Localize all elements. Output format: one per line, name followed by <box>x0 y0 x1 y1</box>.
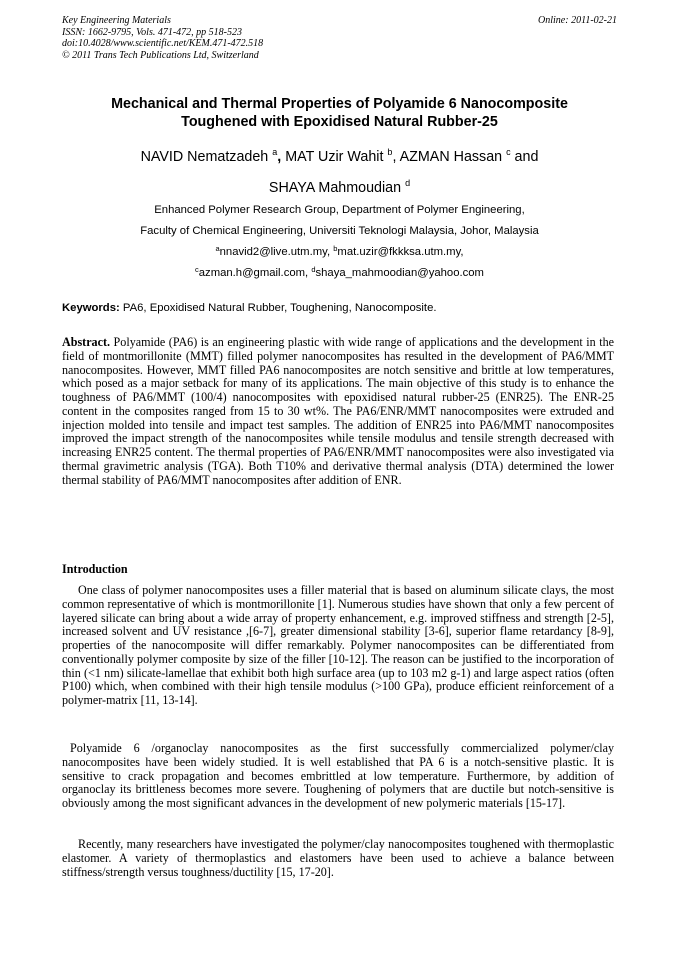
email-address: azman.h@gmail.com, <box>198 267 312 279</box>
email-mark: c <box>195 265 199 274</box>
author-line-2 <box>62 173 617 204</box>
section-heading-introduction: Introduction <box>62 562 128 576</box>
author-list <box>62 142 617 204</box>
author-separator: , <box>392 149 397 165</box>
author-line-1 <box>62 142 617 173</box>
author-name: NAVID Nematzadeh <box>140 149 269 165</box>
intro-paragraph-1: One class of polymer nanocomposites uses a filler material that is based on aluminum silicate clays, the most common representative of which is montmorillonite [1]. Numerous studies have shown that only a few percent of layered silicate can bring about a wide array of property enhancement, e.g. improved stiffness and strength [2-5], increased solvent and UV resistance ,[6-7], greater dimensional stability [3-6], superior flame retardancy [8-9], properties of the nanocomposite will differ remarkably. Polymer nanocomposites can be differentiated from conventionally polymer composite by size of the filler [10-12]. The reason can be justified to the incorporation of thin (<1 nm) silicate-lamellae that exhibit both high surface area (up to 103 m2 g-1) and large aspect ratios (often P100) which, when combined with their high tensile modulus (>100 GPa), produce efficient reinforcement of a polymer-matrix [11, 13-14]. <box>62 583 614 707</box>
author-name: SHAYA Mahmoudian <box>268 180 402 196</box>
email-line-1 <box>62 245 617 259</box>
issn-line: ISSN: 1662-9795, Vols. 471-472, pp 518-523 <box>62 26 242 38</box>
intro-paragraph-3: Recently, many researchers have investigated the polymer/clay nanocomposites toughened with thermoplastic elastomer. A variety of thermoplastics and elastomers have been used to achieve a balance between stiffness/strength versus toughness/ductility [15, 17-20]. <box>62 837 614 879</box>
copyright-line: © 2011 Trans Tech Publications Ltd, Switzerland <box>62 49 259 61</box>
keywords-label: Keywords: <box>62 302 120 314</box>
email-line-2 <box>62 266 617 280</box>
title-line-2: Toughened with Epoxidised Natural Rubber-25 <box>181 114 498 130</box>
author-affil-mark: a <box>272 147 278 157</box>
keywords-text: PA6, Epoxidised Natural Rubber, Toughening, Nanocomposite. <box>119 302 437 314</box>
affiliation-line-1: Enhanced Polymer Research Group, Department of Polymer Engineering, <box>154 204 525 216</box>
email-address: nnavid2@live.utm.my, <box>219 246 334 258</box>
online-date: Online: 2011-02-21 <box>538 15 617 26</box>
author-name: AZMAN Hassan <box>396 149 503 165</box>
abstract-text: Polyamide (PA6) is an engineering plastic with wide range of applications and the development in the field of montmorillonite (MMT) filled polymer nanocomposites has resulted in the development of PA6/MMT nanocomposites. However, MMT filled PA6 nanocomposites are notch sensitive and brittle at low temperatures, which posed as a major setback for many of its applications. The main objective of this study is to enhance the toughness of PA6/MMT (100/4) nanocomposites with epoxidised natural rubber-25 (ENR25). The ENR-25 content in the composites ranged from 15 to 30 wt%. The PA6/ENR/MMT nanocomposites were extruded and injection molded into tensile and impact test samples. The addition of ENR25 into PA6/MMT nanocomposites improved the impact strength of the nanocomposites while tensile modulus and tensile strength decreased with increasing ENR25 content. The thermal properties of PA6/ENR/MMT nanocomposites were also investigated via thermal gravimetric analysis (TGA). Both T10% and derivative thermal analysis (DTA) determined the lower thermal stability of PA6/MMT nanocomposites after addition of ENR. <box>62 335 614 487</box>
author-separator: and <box>510 149 539 165</box>
keywords <box>62 301 617 315</box>
email-address: shaya_mahmoodian@yahoo.com <box>315 267 484 279</box>
author-name: MAT Uzir Wahit <box>281 149 384 165</box>
email-mark: a <box>215 244 220 253</box>
abstract-label: Abstract. <box>62 335 111 349</box>
author-affil-mark: b <box>387 147 393 157</box>
email-address: mat.uzir@fkkksa.utm.my, <box>337 246 464 258</box>
email-mark: b <box>333 244 338 253</box>
paper-title <box>62 95 617 131</box>
title-line-1: Mechanical and Thermal Properties of Polyamide 6 Nanocomposite <box>111 96 568 112</box>
doi-line: doi:10.4028/www.scientific.net/KEM.471-472.518 <box>62 38 264 50</box>
author-affil-mark: c <box>506 147 511 157</box>
abstract <box>62 336 614 487</box>
journal-name: Key Engineering Materials <box>62 15 171 26</box>
affiliation-line-2: Faculty of Chemical Engineering, Universiti Teknologi Malaysia, Johor, Malaysia <box>140 225 539 237</box>
journal-header <box>62 15 617 61</box>
email-mark: d <box>311 265 316 274</box>
author-affil-mark: d <box>405 178 411 188</box>
author-separator: , <box>277 149 282 165</box>
intro-paragraph-2: Polyamide 6 /organoclay nanocomposites as the first successfully commercialized polymer/clay nanocomposites have been widely studied. It is well established that PA 6 is a notch-sensitive plastic. It is sensitive to crack propagation and becomes embrittled at low temperature. Furthermore, by addition of organoclay its brittleness becomes more severe. Toughening of polymers that are ductile but notch-sensitive is obviously among the most significant advances in the development of new polymeric materials [15-17]. <box>62 741 614 810</box>
